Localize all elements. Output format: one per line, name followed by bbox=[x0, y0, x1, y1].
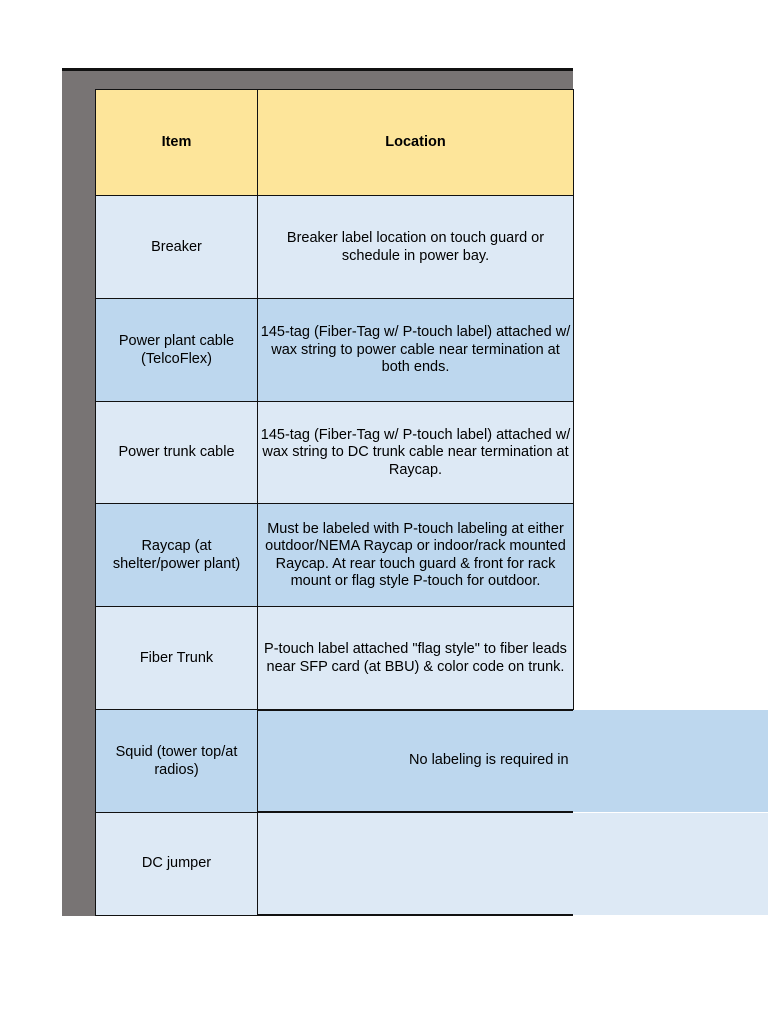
table-row-item bbox=[95, 401, 258, 505]
location-text: No labeling is required in bbox=[409, 752, 569, 769]
row-divider bbox=[257, 709, 573, 711]
table-row-location bbox=[257, 195, 574, 300]
table-row-item bbox=[95, 812, 258, 916]
table-row-location bbox=[257, 503, 574, 608]
table-row-location-extended bbox=[257, 813, 768, 915]
table-row-location bbox=[257, 401, 574, 505]
location-text: Breaker label location on touch guard or schedule in power bay. bbox=[286, 230, 545, 264]
table-row-item bbox=[95, 503, 258, 608]
item-text: Fiber Trunk bbox=[139, 649, 214, 666]
location-text: Must be labeled with P-touch labeling at either outdoor/NEMA Raycap or indoor/rack mounted Raycap. At rear touch guard & front for rack mount or flag style P-touch for outdoor. bbox=[265, 520, 566, 589]
item-text: Squid (tower top/at radios) bbox=[115, 744, 238, 778]
header-location-label: Location bbox=[385, 134, 446, 151]
item-text: Power plant cable (TelcoFlex) bbox=[118, 333, 235, 367]
item-text: Power trunk cable bbox=[118, 444, 235, 461]
row-divider bbox=[257, 914, 573, 916]
table-row-item bbox=[95, 195, 258, 300]
table-row-location bbox=[257, 606, 574, 711]
item-text: Breaker bbox=[151, 238, 202, 255]
table-row-location bbox=[257, 298, 574, 403]
location-text: P-touch label attached "flag style" to fiber leads near SFP card (at BBU) & color code on trunk. bbox=[264, 641, 567, 675]
frame-top-bar bbox=[62, 68, 573, 90]
frame-left-bar bbox=[62, 68, 96, 916]
table-row-location-extended bbox=[257, 710, 768, 812]
table-row-item bbox=[95, 709, 258, 814]
table-row-item bbox=[95, 606, 258, 711]
header-item bbox=[95, 89, 258, 197]
location-text: 145-tag (Fiber-Tag w/ P-touch label) attached w/ wax string to DC trunk cable near termination at Raycap. bbox=[260, 426, 571, 478]
item-text: DC jumper bbox=[141, 855, 212, 872]
header-location bbox=[257, 89, 574, 197]
item-text: Raycap (at shelter/power plant) bbox=[112, 538, 241, 572]
location-text: 145-tag (Fiber-Tag w/ P-touch label) attached w/ wax string to power cable near termination at both ends. bbox=[260, 324, 571, 376]
table-row-item bbox=[95, 298, 258, 403]
header-item-label: Item bbox=[161, 134, 192, 151]
